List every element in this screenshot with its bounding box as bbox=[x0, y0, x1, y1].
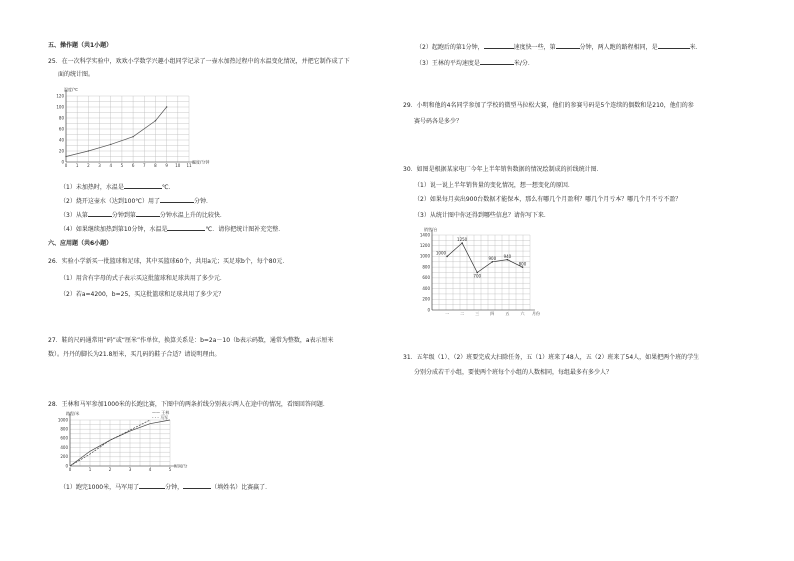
x-tick-label: 3 bbox=[98, 163, 101, 168]
q31-stem-line1: 31．五年级（1）、（2）班要完成大扫除任务，五（1）班来了48人，五（2）班来了54人，如果把两个班的学生 bbox=[403, 354, 700, 361]
answer-blank[interactable] bbox=[658, 42, 690, 49]
x-tick-label: 0 bbox=[64, 163, 68, 168]
answer-blank[interactable] bbox=[556, 42, 580, 49]
data-point bbox=[65, 156, 66, 157]
y-tick-label: 200 bbox=[60, 454, 68, 460]
x-tick-label: 6 bbox=[131, 163, 135, 168]
x-tick-label: 1 bbox=[75, 163, 79, 168]
x-axis-label: 时间/分 bbox=[174, 463, 188, 469]
section-6-heading: 六、应用题（共6小题） bbox=[48, 240, 113, 247]
answer-blank[interactable] bbox=[480, 58, 514, 65]
section-5-heading: 五、操作题（共1小题） bbox=[48, 42, 113, 49]
data-label: 900 bbox=[488, 255, 497, 261]
x-tick-label: 3 bbox=[128, 467, 132, 472]
legend-entry: —— 王林 bbox=[152, 410, 170, 415]
data-point bbox=[110, 144, 111, 145]
answer-blank[interactable] bbox=[167, 224, 205, 231]
answer-blank[interactable] bbox=[139, 482, 165, 489]
data-point bbox=[88, 150, 89, 151]
y-axis-label: 路程/米 bbox=[66, 411, 80, 416]
data-point bbox=[446, 256, 448, 258]
y-tick-label: 800 bbox=[60, 426, 68, 432]
q28-part1: （1）跑完1000米，马军用了 分钟， （填姓名）比赛赢了． bbox=[60, 484, 272, 491]
legend-entry: - - - 马军 bbox=[152, 415, 169, 420]
q26-stem: 26．实验小学新买一批篮球和足球，其中买篮球60个，共用a元；买足球b个，每个80元． bbox=[48, 258, 289, 265]
x-tick-label: 11 bbox=[186, 163, 192, 168]
y-tick-label: 400 bbox=[60, 444, 68, 450]
data-label: 940 bbox=[503, 253, 512, 259]
x-tick-label: 8 bbox=[154, 163, 157, 168]
data-label: 800 bbox=[518, 261, 527, 267]
data-point bbox=[155, 120, 156, 121]
x-tick-label: 5 bbox=[120, 163, 124, 168]
q25-part4: （4）如果继续加热到第10分钟，水温是 ℃．请你把统计图补充完整． bbox=[60, 226, 285, 233]
y-tick-label: 1000 bbox=[419, 253, 430, 259]
x-tick-label: 二 bbox=[460, 311, 465, 316]
y-tick-label: 0 bbox=[65, 463, 68, 469]
data-point bbox=[492, 261, 494, 263]
y-tick-label: 60 bbox=[58, 126, 64, 132]
x-tick-label: 三 bbox=[475, 311, 480, 316]
x-tick-label: 四 bbox=[490, 311, 495, 316]
x-tick-label: 2 bbox=[87, 163, 90, 168]
y-tick-label: 800 bbox=[422, 264, 430, 270]
answer-blank[interactable] bbox=[136, 210, 160, 217]
y-tick-label: 600 bbox=[60, 435, 68, 441]
y-tick-label: 80 bbox=[58, 115, 64, 121]
y-axis-label: 温度/℃ bbox=[64, 87, 78, 92]
q27-stem-line2: 数）。丹丹的脚长为21.8厘米，买几码的鞋子合适？请说明理由。 bbox=[48, 351, 221, 358]
q28-stem: 28．王林和马军参加1000米的长跑比赛，下图中的两条折线分别表示两人在途中的情况，看图回答问题． bbox=[48, 401, 329, 408]
y-tick-label: 20 bbox=[58, 148, 64, 154]
q25-stem-line1: 25．在一次科学实验中，欢欢小学数学兴趣小组同学记录了一壶水加热过程中的水温变化情况，并把它制作成了下 bbox=[48, 58, 350, 65]
temperature-line bbox=[66, 107, 167, 157]
y-tick-label: 0 bbox=[427, 307, 430, 313]
q26-part1: （1）用含有字母的式子表示买这批篮球和足球共用了多少元． bbox=[60, 275, 226, 282]
y-tick-label: 1000 bbox=[57, 417, 68, 423]
data-point bbox=[166, 106, 167, 107]
q30-part2: （2）如果每月卖出900台数据才能保本，那么有哪几个月盈利？哪几个月亏本？哪几个月不亏不盈？ bbox=[414, 196, 682, 203]
y-axis-label: 销售/台 bbox=[424, 227, 438, 232]
sales-line-chart bbox=[412, 224, 542, 320]
data-point bbox=[461, 242, 463, 244]
answer-blank[interactable] bbox=[160, 196, 194, 203]
y-tick-label: 1200 bbox=[419, 243, 430, 249]
x-tick-label: 2 bbox=[108, 467, 112, 472]
x-tick-label: 4 bbox=[109, 163, 113, 168]
x-tick-label: 4 bbox=[148, 467, 152, 472]
y-tick-label: 100 bbox=[56, 104, 64, 110]
q25-part1: （1）未加热时，水温是 ℃． bbox=[60, 184, 175, 191]
x-tick-label: 10 bbox=[175, 163, 181, 168]
water-temperature-chart bbox=[40, 82, 210, 174]
q30-part3: （3）从统计图中你还得到哪些信息？请你写下来． bbox=[414, 212, 550, 219]
y-tick-label: 600 bbox=[422, 275, 430, 281]
answer-blank[interactable] bbox=[88, 210, 112, 217]
data-point bbox=[522, 266, 524, 268]
x-tick-label: 0 bbox=[68, 467, 72, 472]
q28-part3: （3）王林的平均速度是 米/分． bbox=[416, 60, 534, 67]
y-tick-label: 1400 bbox=[419, 232, 430, 238]
q26-part2: （2）若a=4200，b=25，买这批篮球和足球共用了多少元？ bbox=[60, 291, 225, 298]
data-point bbox=[132, 136, 133, 137]
data-point bbox=[507, 259, 509, 261]
x-tick-label: 五 bbox=[505, 311, 510, 316]
q29-stem-line2: 赛号码各是多少？ bbox=[414, 118, 463, 125]
x-tick-label: 9 bbox=[165, 163, 168, 168]
answer-blank[interactable] bbox=[484, 42, 514, 49]
x-axis-label: 温度/分钟 bbox=[192, 159, 210, 165]
answer-blank[interactable] bbox=[183, 482, 211, 489]
running-race-chart bbox=[52, 410, 192, 480]
q27-stem-line1: 27．鞋的尺码通常用“码”或“厘米”作单位，换算关系是：b=2a－10（b表示码数，通常为整数，a表示厘米 bbox=[48, 337, 334, 344]
y-tick-label: 200 bbox=[422, 296, 430, 302]
q30-part1: （1）说一说上半年销售量的变化情况，想一想变化的原因． bbox=[414, 182, 574, 189]
q25-stem-line2: 面的统计图。 bbox=[58, 71, 95, 78]
x-tick-label: 7 bbox=[142, 163, 146, 168]
x-tick-label: 一 bbox=[445, 311, 450, 316]
data-label: 700 bbox=[473, 273, 482, 279]
q31-stem-line2: 分别分成若干小组，要使两个班每个小组的人数相同，每组最多有多少人？ bbox=[414, 369, 613, 376]
x-tick-label: 1 bbox=[88, 467, 92, 472]
q29-stem-line1: 29．小明和他的4名同学参加了学校的微型马拉松大赛，他们的参赛号码是5个连续的偶数和是210，他们的参 bbox=[403, 102, 694, 109]
x-tick-label: 六 bbox=[520, 311, 525, 316]
x-tick-label: 5 bbox=[168, 467, 172, 472]
data-label: 1250 bbox=[457, 237, 468, 243]
q30-stem: 30．如图是根据某家电厂今年上半年销售数据的情况绘制成的折线统计图． bbox=[403, 166, 603, 173]
y-tick-label: 40 bbox=[58, 137, 64, 143]
q25-part2: （2）烧开这壶水（达到100℃）用了 分钟． bbox=[60, 198, 213, 205]
x-axis-label: 月份 bbox=[532, 311, 540, 316]
data-label: 1000 bbox=[435, 250, 447, 256]
answer-blank[interactable] bbox=[124, 182, 162, 189]
y-tick-label: 0 bbox=[61, 159, 64, 165]
y-tick-label: 400 bbox=[422, 285, 430, 291]
q25-part3: （3）从第 分钟到第 分钟水温上升的比较快． bbox=[60, 212, 226, 219]
y-tick-label: 120 bbox=[56, 93, 64, 99]
q28-part2: （2）起跑后的第1分钟， 速度快一些，第 分钟，两人跑的路程相同，是 米． bbox=[416, 44, 702, 51]
